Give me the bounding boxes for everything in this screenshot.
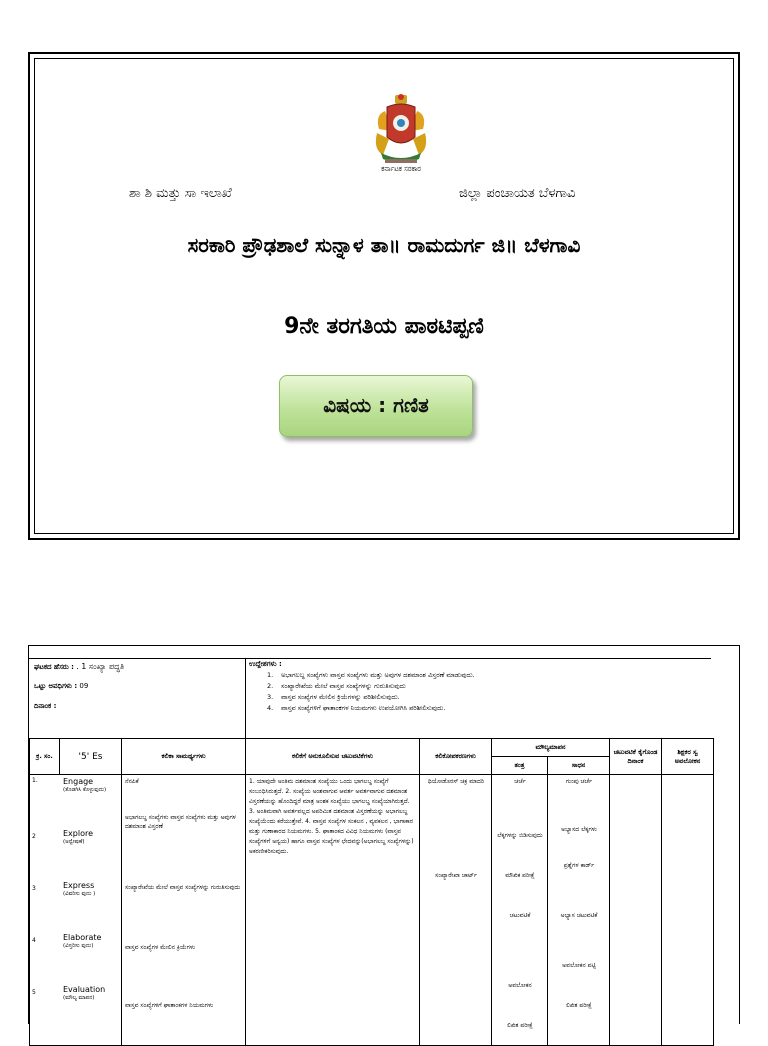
unit-value: . 1 ಸಂಖ್ಯಾ ಪದ್ಧತಿ: [76, 662, 125, 671]
technique-column: [492, 775, 547, 1045]
stage-engage: Engage (ತೊಡಗಿಸಿ ಕೊಳ್ಳುವುದು): [63, 777, 107, 793]
unit-name-line: [34, 662, 124, 672]
periods-value: 09: [79, 682, 89, 690]
material-item: ನೆನಪಿಕೆ: [125, 778, 139, 785]
col-tool: ಸಾಧನ: [548, 757, 610, 775]
activities-text: 1. ಯಾವುದೇ ಅಂತಿಮ ದಶಮಾಂಶ ಸಂಖ್ಯೆಯು ಒಂದು ಭಾಗಲಬ್ಧ ಸಂಖ್ಯೆಗೆ ಸಂಬಂಧಿಸಿರುತ್ತದೆ. 2. ಸಂಖ್ಯೆಯ ಅಂಶವಾಗುವ ಆವರ್ತ ಅವರ್ತವಾಗುವ ದಶಮಾಂಶ ವಿಸ್ತರಣೆಯನ್ನು ಹೊಂದಿದ್ದರೆ ಮಾತ್ರ ಅಂಶಕ ಸಂಖ್ಯೆಯು ಭಾಗಲಬ್ಧ ಸಂಖ್ಯೆಯಾಗಿರುತ್ತದೆ. 3. ಅಂತಿಮವಾಗಿ ಅವರ್ತವಲ್ಲದ ಅಪರಿಮಿತ ದಶಮಾಂಶ ವಿಸ್ತರಣೆಯನ್ನು ಅಭಾಗಲಬ್ಧ ಸಂಖ್ಯೆಯೆಂದು ಕರೆಯುತ್ತೇವೆ. 4. ವಾಸ್ತವ ಸಂಖ್ಯೆಗಳ ಸಂಕಲನ , ವ್ಯವಕಲನ , ಭಾಗಾಕಾರ ಮತ್ತು ಗುಣಾಕಾರದ ನಿಯಮಗಳು. 5. ಘಾತಾಂಕದ ವಿವಿಧ ನಿಯಮಗಳು (ವಾಸ್ತವ ಸಂಖ್ಯೆಗಳಿಗೆ ಅನ್ವಯ) ಹಾಗೂ ವಾಸ್ತವ ಸಂಖ್ಯೆಗಳ ಛೇದವನ್ನು(ಅಭಾಗಲಬ್ಧ ಸಂಖ್ಯೆಗಳನ್ನು) ಅಕರಣೀಕರಿಸುವುದು.: [249, 778, 414, 855]
col-es: '5' Es: [60, 739, 122, 775]
col-date-done: ಚಟುವಟಿಕೆ ಕೈಗೊಂಡ ದಿನಾಂಕ: [610, 739, 662, 775]
date-label: ದಿನಾಂಕ :: [34, 702, 57, 710]
emblem-caption: ಕರ್ನಾಟಕ ಸರಕಾರ: [381, 165, 421, 173]
cover-page: [28, 52, 740, 540]
material-item: ಅಭಾಗಲಬ್ಧ ಸಂಖ್ಯೆಗಳು ವಾಸ್ತವ ಸಂಖ್ಯೆಗಳು ಮತ್ತು ಅವುಗಳ ದಶಮಾಂಶ ವಿಸ್ತರಣೆ: [125, 814, 236, 830]
plan-title: 9ನೇ ತರಗತಿಯ ಪಾಠಟಿಪ್ಪಣಿ: [284, 314, 484, 339]
date-done-cell: [610, 775, 662, 1046]
col-evaluation: ಮೌಲ್ಯಮಾಪನ: [492, 739, 610, 757]
remarks-cell: [662, 775, 714, 1046]
tool-column: [548, 775, 609, 1045]
col-remarks: ಶಿಕ್ಷಕರ ಸ್ವ ಅವಲೋಕನ: [662, 739, 714, 775]
stage-number: 1.: [32, 777, 38, 784]
stages-cell: [30, 775, 122, 1046]
technique-item: ಲಿಖಿತ ಪರೀಕ್ಷೆ: [507, 1022, 533, 1029]
unit-label: ಘಟಕದ ಹೆಸರು :: [34, 663, 74, 671]
col-activities: ಕಲಿಕೆಗೆ ಅನುಕೂಲಿಸುವ ಚಟುವಟಿಕೆಗಳು: [246, 739, 420, 775]
objectives-list: [267, 670, 475, 714]
technique-item: ಚಟುವಟಿಕೆ: [509, 912, 531, 919]
technique-item: ಅವಲೋಕನ: [508, 982, 532, 989]
objectives-block: [245, 658, 711, 738]
col-materials: ಕಲಿಕಾ ಸಾಮರ್ಥ್ಯಗಳು: [122, 739, 246, 775]
technique-item: ಲೆಕ್ಕಗಳನ್ನು ಬಿಡಿಸುವುದು: [497, 832, 543, 839]
objective-item: 3. ವಾಸ್ತವ ಸಂಖ್ಯೆಗಳ ಮೇಲಿನ ಕ್ರಿಯೆಗಳನ್ನು ಪರಿಶೀಲಿಸುವುದು.: [267, 693, 400, 701]
stage-number: 3: [32, 885, 36, 892]
cover-inner-border: [34, 58, 734, 534]
material-item: ಸಂಖ್ಯಾರೇಖೆಯ ಮೇಲೆ ವಾಸ್ತವ ಸಂಖ್ಯೆಗಳನ್ನು ಗುರುತಿಸುವುದು: [125, 884, 241, 891]
unit-info: [29, 658, 246, 738]
materials-column: [122, 775, 245, 1045]
tool-item: ಲಿಖಿತ ಪರೀಕ್ಷೆ: [566, 1002, 592, 1009]
material-item: ವಾಸ್ತವ ಸಂಖ್ಯೆಗಳ ಮೇಲಿನ ಕ್ರಿಯೆಗಳು: [125, 944, 195, 951]
objective-item: 2. ಸಂಖ್ಯಾರೇಖೆಯ ಮೇಲೆ ವಾಸ್ತವ ಸಂಖ್ಯೆಗಳನ್ನು ಗುರುತಿಸುವುದು: [267, 682, 406, 690]
subject-banner: ವಿಷಯ : ಗಣಿತ: [279, 375, 473, 437]
stages-column: [30, 775, 121, 1045]
materials-cell: [122, 775, 246, 1046]
stage-elaborate: Elaborate (ವಿಸ್ತರಿಸು ವುದು): [63, 933, 102, 949]
lesson-plan-page: [28, 645, 740, 1029]
stage-number: 2: [32, 833, 36, 840]
school-name: ಸರಕಾರಿ ಪ್ರೌಢಶಾಲೆ ಸುನ್ನಾಳ ತಾ॥ ರಾಮದುರ್ಗ ಜಿ॥ ಬೆಳಗಾವಿ: [187, 233, 581, 257]
stage-explore: Explore (ಅನ್ವೇಷಣೆ): [63, 829, 94, 845]
resources-cell: [420, 775, 492, 1046]
col-resources: ಕಲಿಕೋಪಕರಣಗಳು: [420, 739, 492, 775]
material-item: ವಾಸ್ತವ ಸಂಖ್ಯೆಗಳಿಗೆ ಘಾತಾಂಕಗಳ ನಿಯಮಗಳು: [125, 1002, 214, 1009]
tool-item: ಪ್ರಶ್ನೆಗಳ ಕಾರ್ಡ್: [563, 862, 595, 869]
stage-number: 5: [32, 989, 36, 996]
stage-number: 4: [32, 937, 36, 944]
periods-label: ಒಟ್ಟು ಅವಧಿಗಳು :: [34, 682, 78, 690]
resource-item: ಥಿಯೋಡೊರಸ್ ಚಕ್ರ ಮಾದರಿ: [427, 778, 485, 785]
tool-item: ಗುಂಪು ಚರ್ಚೆ: [565, 778, 593, 785]
objectives-title: ಉದ್ದೇಶಗಳು :: [249, 660, 282, 668]
technique-item: ಚರ್ಚೆ: [514, 778, 526, 785]
activities-cell: [246, 775, 420, 1046]
department-left: ಶಾ ಶಿ ಮತ್ತು ಸಾ ಇಲಾಖೆ: [129, 186, 232, 201]
col-technique: ತಂತ್ರ: [492, 757, 548, 775]
tool-item: ಅಭ್ಯಾಸದ ಲೆಕ್ಕಗಳು: [561, 826, 597, 833]
objective-item: 1. ಅಭಾಗಲಬ್ಧ ಸಂಖ್ಯೆಗಳು ವಾಸ್ತವ ಸಂಖ್ಯೆಗಳು ಮತ್ತು ಅವುಗಳ ದಶಮಾಂಶ ವಿಸ್ತರಣೆ ಮಾಡುವುದು.: [267, 671, 475, 679]
objective-item: 4. ವಾಸ್ತವ ಸಂಖ್ಯೆಗಳಿಗೆ ಘಾತಾಂಕಗಳ ನಿಯಮಗಳು ಉಪಯೋಗಿಸಿ ಪರಿಶೀಲಿಸುವುದು.: [267, 704, 446, 712]
lesson-table: [29, 738, 714, 1046]
tool-cell: [548, 775, 610, 1046]
technique-item: ಮೌಖಿಕ ಪರೀಕ್ಷೆ: [505, 872, 535, 879]
col-sno: ಕ್ರ. ಸಂ.: [30, 739, 60, 775]
resources-column: [420, 775, 491, 1045]
resource-item: ಸಂಖ್ಯಾರೇಖಾ ಚಾರ್ಟ್: [435, 872, 477, 879]
stage-express: Express (ವಿವರಿಸು ವುದು ): [63, 881, 96, 897]
karnataka-emblem-icon: [369, 93, 433, 173]
tool-item: ಅಭ್ಯಾಸ ಚಟುವಟಿಕೆ: [560, 912, 598, 919]
periods-line: [34, 682, 88, 691]
stage-evaluation: Evaluation (ಮೌಲ್ಯ ಮಾಪನ): [63, 985, 106, 1001]
technique-cell: [492, 775, 548, 1046]
date-line: [34, 702, 56, 711]
department-right: ಜಿಲ್ಲಾ ಪಂಚಾಯತ ಬೆಳಗಾವಿ: [459, 186, 576, 201]
tool-item: ಅವಲೋಕನ ಪಟ್ಟಿ: [562, 962, 596, 969]
activities-column: [246, 775, 419, 1045]
